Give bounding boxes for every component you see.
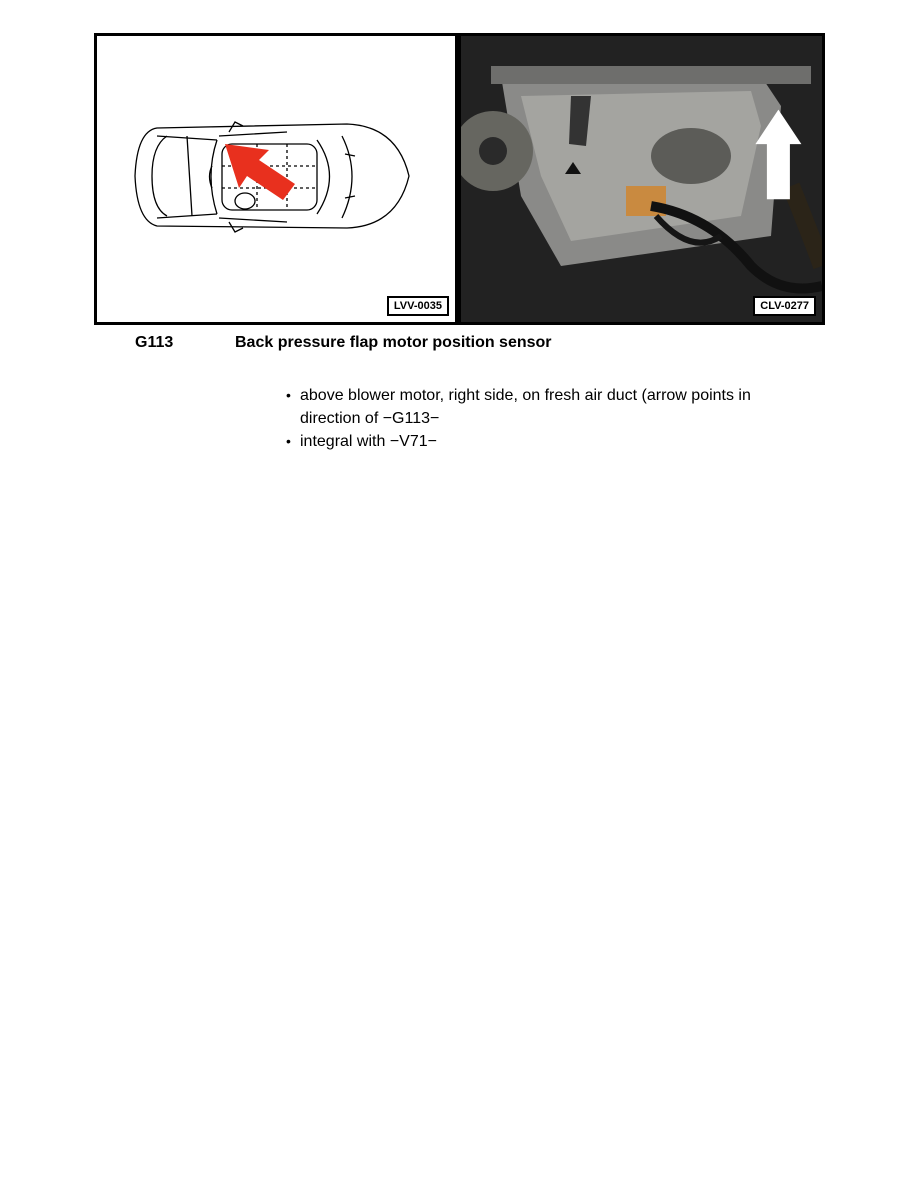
location-note-item: • integral with −V71−: [286, 430, 806, 453]
component-description: Back pressure flap motor position sensor: [235, 334, 552, 351]
component-code: G113: [135, 334, 174, 351]
location-notes: [286, 384, 806, 453]
car-diagram-panel: [97, 36, 455, 322]
photo-reference-label: CLV-0277: [753, 296, 816, 316]
car-top-view-drawing: [97, 36, 455, 322]
diagram-reference-label: LVV-0035: [387, 296, 449, 316]
component-photo-panel: [461, 36, 822, 322]
location-arrow: [225, 144, 295, 200]
location-note-item: • above blower motor, right side, on fresh air duct (arrow points in direction of −G113−: [286, 384, 806, 430]
figure-row: [94, 33, 825, 325]
component-photo: [461, 36, 822, 322]
